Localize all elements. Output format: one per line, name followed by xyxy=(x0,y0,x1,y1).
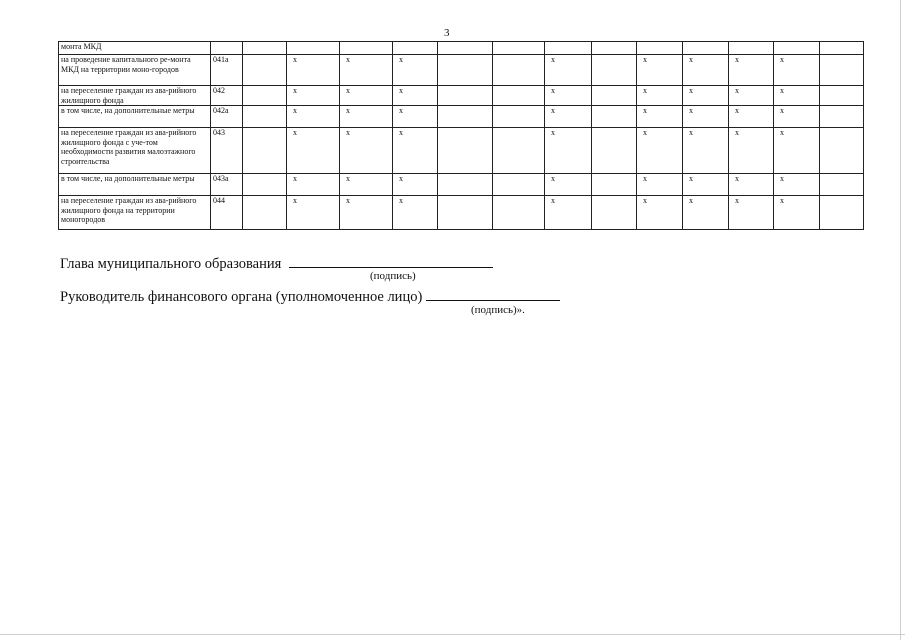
table-cell xyxy=(438,55,493,86)
table-cell xyxy=(438,42,493,55)
table-cell xyxy=(287,42,340,55)
row-label: на проведение капитального ре-монта МКД на территории моно-городов xyxy=(59,55,211,86)
table-cell: х xyxy=(393,86,438,106)
row-label: монта МКД xyxy=(59,42,211,55)
table-cell xyxy=(438,106,493,128)
table-cell: х xyxy=(774,86,820,106)
table-cell: х xyxy=(729,106,774,128)
row-code: 043 xyxy=(211,128,243,174)
table-cell: х xyxy=(637,196,683,230)
table-cell: х xyxy=(774,196,820,230)
table-cell: х xyxy=(637,106,683,128)
page-number: 3 xyxy=(444,27,450,39)
table-cell xyxy=(493,106,545,128)
table-cell: х xyxy=(545,174,592,196)
table-cell: х xyxy=(637,86,683,106)
row-code: 042 xyxy=(211,86,243,106)
table-cell xyxy=(820,86,864,106)
table-cell: х xyxy=(340,86,393,106)
table-cell: х xyxy=(729,174,774,196)
table-cell: х xyxy=(287,196,340,230)
table-cell: х xyxy=(729,86,774,106)
table-cell xyxy=(493,128,545,174)
table-cell xyxy=(243,86,287,106)
table-cell: х xyxy=(340,196,393,230)
table-cell: х xyxy=(545,196,592,230)
table-cell: х xyxy=(340,106,393,128)
table-cell xyxy=(592,128,637,174)
table-cell xyxy=(545,42,592,55)
table-cell: х xyxy=(729,128,774,174)
table-cell: х xyxy=(545,128,592,174)
table-cell xyxy=(592,55,637,86)
table-cell: х xyxy=(340,174,393,196)
table-cell xyxy=(820,174,864,196)
table-cell: х xyxy=(393,174,438,196)
table-cell xyxy=(243,106,287,128)
row-label: на переселение граждан из ава-рийного жилищного фонда xyxy=(59,86,211,106)
table-cell: х xyxy=(683,196,729,230)
table-cell: х xyxy=(637,128,683,174)
table-cell: х xyxy=(683,128,729,174)
row-code: 043а xyxy=(211,174,243,196)
table-cell: х xyxy=(683,174,729,196)
table-cell xyxy=(340,42,393,55)
table-cell xyxy=(438,174,493,196)
table-cell: х xyxy=(774,55,820,86)
table-cell xyxy=(820,106,864,128)
row-label: в том числе, на дополнительные метры xyxy=(59,106,211,128)
table-cell xyxy=(243,128,287,174)
table-row xyxy=(59,106,864,128)
head-signature-hint: (подпись) xyxy=(370,270,416,282)
table-cell: х xyxy=(393,106,438,128)
table-cell: х xyxy=(683,106,729,128)
table-cell xyxy=(438,86,493,106)
head-signature-line xyxy=(60,253,493,273)
table-cell: х xyxy=(287,128,340,174)
table-cell: х xyxy=(729,196,774,230)
scan-edge-bottom xyxy=(0,634,905,635)
table-cell xyxy=(592,196,637,230)
table-cell: х xyxy=(774,106,820,128)
table-cell: х xyxy=(683,55,729,86)
finance-signature-label: Руководитель финансового органа (уполномоченное лицо) xyxy=(60,289,423,305)
table-cell: х xyxy=(393,196,438,230)
table-cell xyxy=(820,196,864,230)
table-cell: х xyxy=(287,174,340,196)
table-cell xyxy=(820,128,864,174)
table-cell: х xyxy=(393,128,438,174)
table-cell xyxy=(729,42,774,55)
table-cell xyxy=(243,196,287,230)
table-cell xyxy=(493,42,545,55)
table-cell xyxy=(683,42,729,55)
scan-edge-right xyxy=(900,0,901,640)
table-cell xyxy=(438,196,493,230)
table-row xyxy=(59,86,864,106)
table-row xyxy=(59,55,864,86)
row-label: на переселение граждан из ава-рийного жилищного фонда на территории моногородов xyxy=(59,196,211,230)
table-cell xyxy=(592,86,637,106)
table-cell xyxy=(493,86,545,106)
table-cell xyxy=(637,42,683,55)
table-cell: х xyxy=(287,106,340,128)
data-table xyxy=(58,41,864,230)
table-cell xyxy=(438,128,493,174)
table-cell xyxy=(592,174,637,196)
table-cell: х xyxy=(287,86,340,106)
table-cell xyxy=(243,42,287,55)
table-cell xyxy=(393,42,438,55)
table-cell: х xyxy=(340,128,393,174)
table-cell: х xyxy=(637,55,683,86)
table-cell xyxy=(592,42,637,55)
head-signature-blank xyxy=(289,253,493,268)
table-cell xyxy=(820,55,864,86)
table-cell: х xyxy=(683,86,729,106)
head-signature-label: Глава муниципального образования xyxy=(60,256,282,272)
table-cell xyxy=(243,55,287,86)
table-cell: х xyxy=(729,55,774,86)
finance-signature-line xyxy=(60,286,560,306)
table-cell: х xyxy=(287,55,340,86)
table-cell: х xyxy=(340,55,393,86)
table-row xyxy=(59,128,864,174)
row-code: 042а xyxy=(211,106,243,128)
table-cell xyxy=(592,106,637,128)
table-row xyxy=(59,174,864,196)
row-code: 041а xyxy=(211,55,243,86)
row-code: 044 xyxy=(211,196,243,230)
table-cell: х xyxy=(393,55,438,86)
table-row xyxy=(59,196,864,230)
table-cell: х xyxy=(774,174,820,196)
table-cell: х xyxy=(774,128,820,174)
table-cell xyxy=(774,42,820,55)
table-cell: х xyxy=(637,174,683,196)
table-cell xyxy=(243,174,287,196)
table-cell xyxy=(493,196,545,230)
table-cell xyxy=(493,55,545,86)
table-cell xyxy=(493,174,545,196)
finance-signature-hint: (подпись)». xyxy=(471,304,525,316)
table-cell: х xyxy=(545,55,592,86)
row-label: в том числе, на дополнительные метры xyxy=(59,174,211,196)
table-cell xyxy=(820,42,864,55)
table-row xyxy=(59,42,864,55)
row-code xyxy=(211,42,243,55)
finance-signature-blank xyxy=(426,286,560,301)
row-label: на переселение граждан из ава-рийного жилищного фонда с уче-том необходимости развития малоэтажного строительства xyxy=(59,128,211,174)
table-cell: х xyxy=(545,106,592,128)
table-cell: х xyxy=(545,86,592,106)
